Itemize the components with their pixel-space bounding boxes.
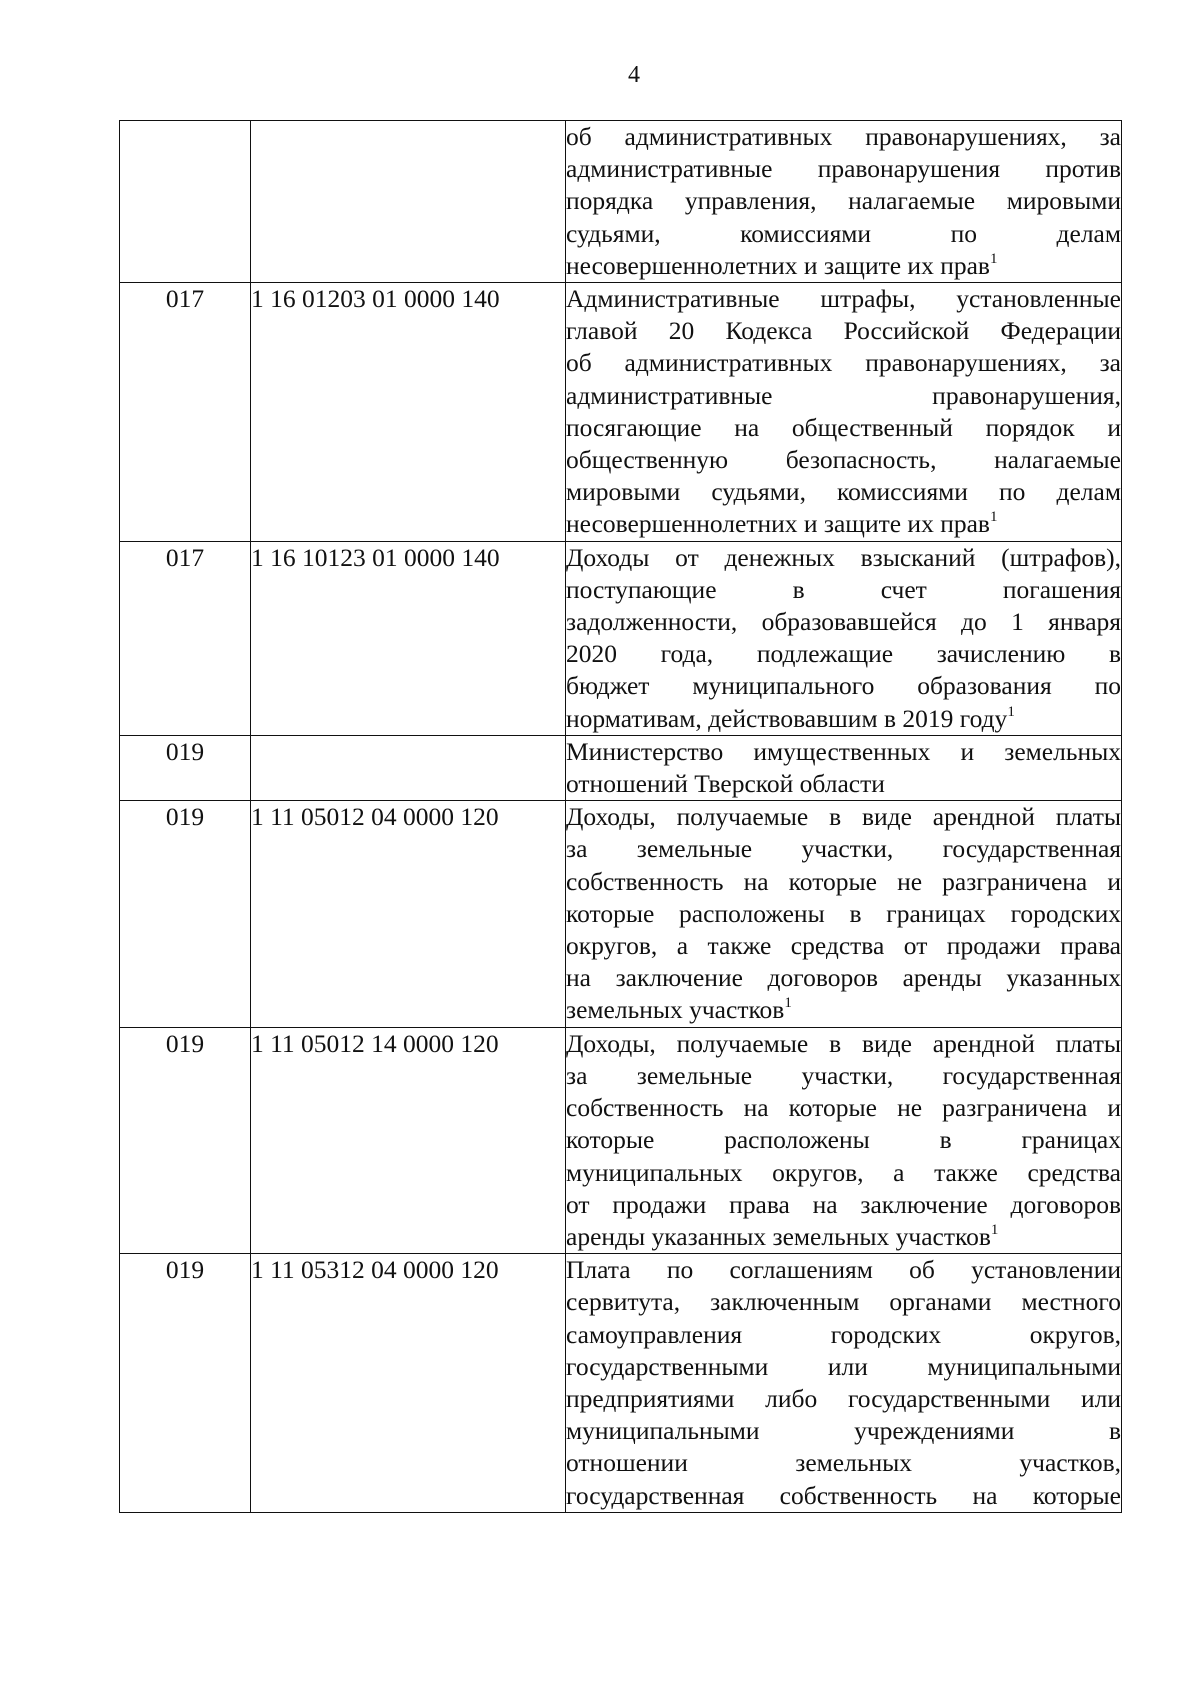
admin-code-cell: 019 <box>120 1254 251 1513</box>
description-text: об административных правонарушениях, за <box>566 122 1121 151</box>
description-cell <box>566 1254 1122 1513</box>
description-line <box>566 476 1121 508</box>
description-line <box>566 380 1121 412</box>
description-text: несовершеннолетних и защите их прав <box>566 509 990 539</box>
kbk-code-cell: 1 16 10123 01 0000 140 <box>251 541 566 735</box>
description-line <box>566 153 1121 185</box>
description-text: предприятиями либо государственными или <box>566 1383 1121 1413</box>
footnote-marker: 1 <box>784 995 792 1012</box>
description-text: нормативам, действовавшим в 2019 году <box>566 703 1008 733</box>
description-line <box>566 121 1121 153</box>
kbk-code-cell: 1 11 05312 04 0000 120 <box>251 1254 566 1513</box>
description-line <box>566 866 1121 898</box>
table-row <box>120 735 1122 800</box>
description-text: общественную безопасность, налагаемые <box>566 445 1121 475</box>
revenue-codes-table <box>119 120 1122 1513</box>
description-text: муниципальных округов, а также средства <box>566 1157 1121 1187</box>
description-line <box>566 542 1121 574</box>
description-line <box>566 283 1121 315</box>
kbk-code-cell <box>251 121 566 283</box>
footnote-marker: 1 <box>990 1221 999 1238</box>
description-line <box>566 703 1121 735</box>
description-line <box>566 347 1121 379</box>
description-line <box>566 1480 1121 1512</box>
description-line <box>566 1351 1121 1383</box>
admin-code-cell: 017 <box>120 283 251 542</box>
footnote-marker: 1 <box>1007 703 1015 720</box>
description-line <box>566 315 1121 347</box>
description-text: которые расположены в границах <box>566 1125 1121 1155</box>
description-text: судьями, комиссиями по делам <box>566 218 1121 248</box>
description-text: собственность на которые не разграничена и <box>566 866 1121 896</box>
admin-code-cell <box>120 121 251 283</box>
description-text: Административные штрафы, установленные <box>566 284 1121 314</box>
description-line <box>566 412 1121 444</box>
description-line <box>566 185 1121 217</box>
description-cell <box>566 1027 1122 1253</box>
description-line <box>566 1221 1121 1253</box>
description-text: 2020 года, подлежащие зачислению в <box>566 639 1121 669</box>
description-text: отношений Тверской области <box>566 769 885 799</box>
description-line <box>566 1092 1121 1124</box>
description-text: Плата по соглашениям об установлении <box>566 1255 1121 1285</box>
admin-code-cell: 019 <box>120 735 251 800</box>
description-text: об административных правонарушениях, за <box>566 348 1121 378</box>
description-line <box>566 1124 1121 1156</box>
description-text: муниципальными учреждениями в <box>566 1416 1121 1446</box>
table-row <box>120 541 1122 735</box>
description-text: Доходы от денежных взысканий (штрафов), <box>566 542 1121 572</box>
description-line <box>566 736 1121 768</box>
table-body <box>120 121 1122 1513</box>
description-cell <box>566 801 1122 1027</box>
description-line <box>566 898 1121 930</box>
description-text: округов, а также средства от продажи права <box>566 931 1121 961</box>
description-text: от продажи права на заключение договоров <box>566 1189 1121 1219</box>
kbk-code-cell: 1 11 05012 14 0000 120 <box>251 1027 566 1253</box>
description-text: бюджет муниципального образования по <box>566 671 1121 701</box>
description-text: административные правонарушения против <box>566 154 1121 184</box>
description-text: Министерство имущественных и земельных <box>566 736 1121 766</box>
description-line <box>566 218 1121 250</box>
description-line <box>566 801 1121 833</box>
description-line <box>566 1415 1121 1447</box>
description-text: порядка управления, налагаемые мировыми <box>566 186 1121 216</box>
description-line <box>566 1157 1121 1189</box>
admin-code-cell: 017 <box>120 541 251 735</box>
description-cell <box>566 541 1122 735</box>
description-text: Доходы, получаемые в виде арендной платы <box>566 802 1121 832</box>
description-line <box>566 574 1121 606</box>
footnote-marker: 1 <box>989 250 998 267</box>
description-line <box>566 768 1121 800</box>
description-text: за земельные участки, государственная <box>566 1060 1121 1090</box>
description-line <box>566 962 1121 994</box>
table-row <box>120 121 1122 283</box>
description-line <box>566 994 1121 1026</box>
description-line <box>566 638 1121 670</box>
description-text: которые расположены в границах городских <box>566 898 1121 928</box>
footnote-marker: 1 <box>989 509 998 526</box>
description-text: государственными или муниципальными <box>566 1351 1121 1381</box>
description-line <box>566 670 1121 702</box>
description-text: земельных участков <box>566 995 785 1025</box>
description-text: несовершеннолетних и защите их прав <box>566 250 990 280</box>
table-row <box>120 1254 1122 1513</box>
description-text: сервитута, заключенным органами местного <box>566 1287 1121 1317</box>
description-line <box>566 1028 1121 1060</box>
kbk-code-cell: 1 16 01203 01 0000 140 <box>251 283 566 542</box>
description-line <box>566 1319 1121 1351</box>
description-line <box>566 930 1121 962</box>
table-row <box>120 283 1122 542</box>
description-line <box>566 250 1121 282</box>
description-text: собственность на которые не разграничена и <box>566 1093 1121 1123</box>
table-row <box>120 801 1122 1027</box>
description-cell <box>566 121 1122 283</box>
description-text: Доходы, получаемые в виде арендной платы <box>566 1028 1121 1058</box>
admin-code-cell: 019 <box>120 1027 251 1253</box>
table-row <box>120 1027 1122 1253</box>
page-number: 4 <box>628 62 640 88</box>
description-line <box>566 1286 1121 1318</box>
description-text: отношении земельных участков, <box>566 1448 1121 1478</box>
description-text: поступающие в счет погашения <box>566 574 1121 604</box>
description-text: задолженности, образовавшейся до 1 января <box>566 607 1121 637</box>
description-line <box>566 1060 1121 1092</box>
description-cell <box>566 735 1122 800</box>
description-line <box>566 833 1121 865</box>
description-line <box>566 1383 1121 1415</box>
description-text: на заключение договоров аренды указанных <box>566 963 1121 993</box>
description-text: посягающие на общественный порядок и <box>566 412 1121 442</box>
description-line <box>566 444 1121 476</box>
kbk-code-cell <box>251 735 566 800</box>
description-text: административные правонарушения, <box>566 380 1121 410</box>
description-line <box>566 508 1121 540</box>
description-line <box>566 606 1121 638</box>
kbk-code-cell: 1 11 05012 04 0000 120 <box>251 801 566 1027</box>
description-line <box>566 1189 1121 1221</box>
description-text: государственная собственность на которые <box>566 1480 1121 1510</box>
description-text: мировыми судьями, комиссиями по делам <box>566 477 1121 507</box>
description-line <box>566 1447 1121 1479</box>
description-cell <box>566 283 1122 542</box>
description-line <box>566 1254 1121 1286</box>
description-text: за земельные участки, государственная <box>566 834 1121 864</box>
description-text: аренды указанных земельных участков <box>566 1221 991 1251</box>
description-text: главой 20 Кодекса Российской Федерации <box>566 316 1121 346</box>
description-text: самоуправления городских округов, <box>566 1319 1121 1349</box>
admin-code-cell: 019 <box>120 801 251 1027</box>
